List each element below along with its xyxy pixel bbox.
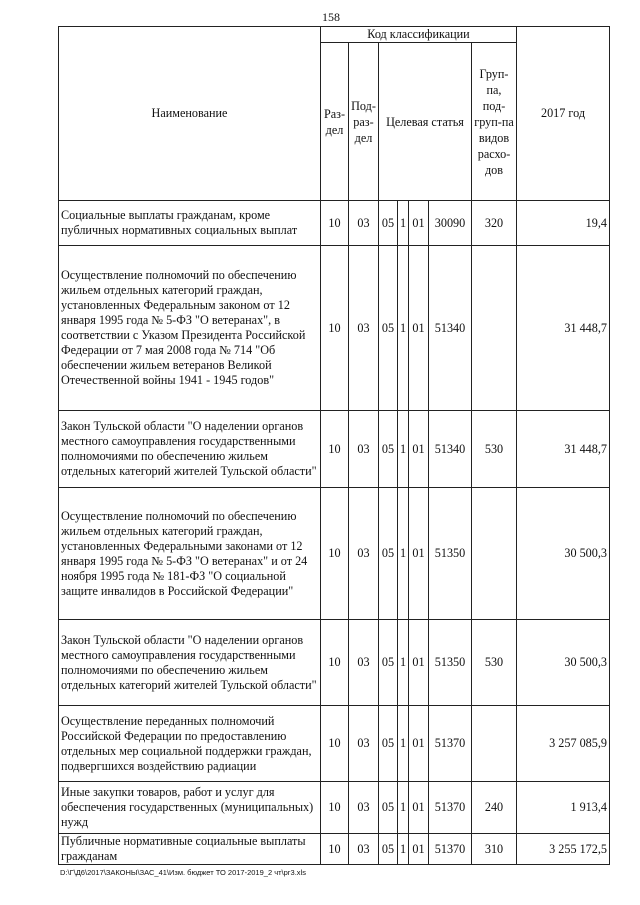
- budget-table: [58, 26, 610, 865]
- row-section: 10: [321, 782, 349, 834]
- row-amount: 1 913,4: [517, 782, 610, 834]
- page-number: 158: [322, 10, 340, 24]
- row-amount: 3 255 172,5: [517, 834, 610, 865]
- row-section: 10: [321, 488, 349, 620]
- row-subsection: 03: [349, 201, 379, 246]
- row-target-direction: 30090: [429, 201, 472, 246]
- row-target-program: 05: [379, 706, 398, 782]
- row-amount: 19,4: [517, 201, 610, 246]
- row-target-program: 05: [379, 782, 398, 834]
- table-row: [59, 411, 610, 488]
- table-row: [59, 706, 610, 782]
- row-target-program: 05: [379, 488, 398, 620]
- row-target-subprogram: 1: [398, 411, 409, 488]
- row-target-direction: 51350: [429, 620, 472, 706]
- row-section: 10: [321, 246, 349, 411]
- row-name: Осуществление полномочий по обеспечению жильем отдельных категорий граждан, установленных Федеральными законами от 12 января 1995 года № 5-ФЗ "О ветеранах" и от 24 ноября 1995 года № 181-ФЗ "О социальной защите инвалидов в Российской Федерации": [59, 488, 321, 620]
- row-target-subprogram: 1: [398, 782, 409, 834]
- row-section: 10: [321, 706, 349, 782]
- row-name: Осуществление полномочий по обеспечению жильем отдельных категорий граждан, установленных Федеральным законом от 12 января 1995 года № 5-ФЗ "О ветеранах", в соответствии с Указом Президента Российской Федерации от 7 мая 2008 года № 714 "Об обеспечении жильем ветеранов Великой Отечественной войны 1941 - 1945 годов": [59, 246, 321, 411]
- row-section: 10: [321, 620, 349, 706]
- table-row: [59, 488, 610, 620]
- row-target-program: 05: [379, 246, 398, 411]
- row-target-program: 05: [379, 411, 398, 488]
- row-target-subprogram: 1: [398, 488, 409, 620]
- row-target-event: 01: [409, 782, 429, 834]
- row-target-subprogram: 1: [398, 246, 409, 411]
- footer-file-path: D:\Г\Д6\2017\ЗАКОНЫ\ЗАС_41\Изм. бюджет ТО 2017-2019_2 чт\рг3.xls: [60, 868, 306, 877]
- row-target-direction: 51370: [429, 834, 472, 865]
- row-target-direction: 51350: [429, 488, 472, 620]
- row-section: 10: [321, 834, 349, 865]
- header-name: Наименование: [59, 27, 321, 201]
- row-target-program: 05: [379, 834, 398, 865]
- row-name: Публичные нормативные социальные выплаты гражданам: [59, 834, 321, 865]
- row-target-event: 01: [409, 488, 429, 620]
- row-subsection: 03: [349, 488, 379, 620]
- row-name: Закон Тульской области "О наделении органов местного самоуправления государственными полномочиями по обеспечению жильем отдельных категорий жителей Тульской области": [59, 620, 321, 706]
- row-target-program: 05: [379, 201, 398, 246]
- row-target-direction: 51340: [429, 411, 472, 488]
- row-subsection: 03: [349, 706, 379, 782]
- row-subsection: 03: [349, 246, 379, 411]
- row-section: 10: [321, 201, 349, 246]
- row-name: Иные закупки товаров, работ и услуг для обеспечения государственных (муниципальных) нужд: [59, 782, 321, 834]
- row-name: Осуществление переданных полномочий Российской Федерации по предоставлению отдельных мер социальной поддержки граждан, подвергшихся воздействию радиации: [59, 706, 321, 782]
- row-target-event: 01: [409, 620, 429, 706]
- row-expense-group: 530: [472, 620, 517, 706]
- row-subsection: 03: [349, 620, 379, 706]
- header-subsection: Под-раз-дел: [349, 43, 379, 201]
- row-amount: 3 257 085,9: [517, 706, 610, 782]
- row-amount: 30 500,3: [517, 488, 610, 620]
- row-amount: 30 500,3: [517, 620, 610, 706]
- table-row: [59, 201, 610, 246]
- row-expense-group: [472, 488, 517, 620]
- row-amount: 31 448,7: [517, 411, 610, 488]
- table-row: [59, 246, 610, 411]
- header-row: [59, 27, 610, 43]
- row-expense-group: 310: [472, 834, 517, 865]
- header-section: Раз-дел: [321, 43, 349, 201]
- table-row: [59, 620, 610, 706]
- row-target-subprogram: 1: [398, 620, 409, 706]
- row-target-subprogram: 1: [398, 201, 409, 246]
- row-subsection: 03: [349, 834, 379, 865]
- row-target-direction: 51370: [429, 706, 472, 782]
- row-target-program: 05: [379, 620, 398, 706]
- row-target-event: 01: [409, 201, 429, 246]
- row-expense-group: 530: [472, 411, 517, 488]
- row-target-event: 01: [409, 706, 429, 782]
- row-target-event: 01: [409, 246, 429, 411]
- row-target-event: 01: [409, 411, 429, 488]
- row-name: Социальные выплаты гражданам, кроме публичных нормативных социальных выплат: [59, 201, 321, 246]
- header-classification-code: Код классификации: [321, 27, 517, 43]
- row-amount: 31 448,7: [517, 246, 610, 411]
- row-expense-group: 240: [472, 782, 517, 834]
- row-expense-group: [472, 246, 517, 411]
- row-target-event: 01: [409, 834, 429, 865]
- row-expense-group: 320: [472, 201, 517, 246]
- table-body: [59, 201, 610, 865]
- row-expense-group: [472, 706, 517, 782]
- row-target-subprogram: 1: [398, 706, 409, 782]
- row-subsection: 03: [349, 411, 379, 488]
- row-subsection: 03: [349, 782, 379, 834]
- row-target-direction: 51340: [429, 246, 472, 411]
- header-target-article: Целевая статья: [379, 43, 472, 201]
- row-section: 10: [321, 411, 349, 488]
- table-row: [59, 834, 610, 865]
- header-year: 2017 год: [517, 27, 610, 201]
- row-target-direction: 51370: [429, 782, 472, 834]
- header-expense-group: Груп-па, под-груп-па видов расхо-дов: [472, 43, 517, 201]
- row-name: Закон Тульской области "О наделении органов местного самоуправления государственными полномочиями по обеспечению жильем отдельных категорий жителей Тульской области": [59, 411, 321, 488]
- table-row: [59, 782, 610, 834]
- row-target-subprogram: 1: [398, 834, 409, 865]
